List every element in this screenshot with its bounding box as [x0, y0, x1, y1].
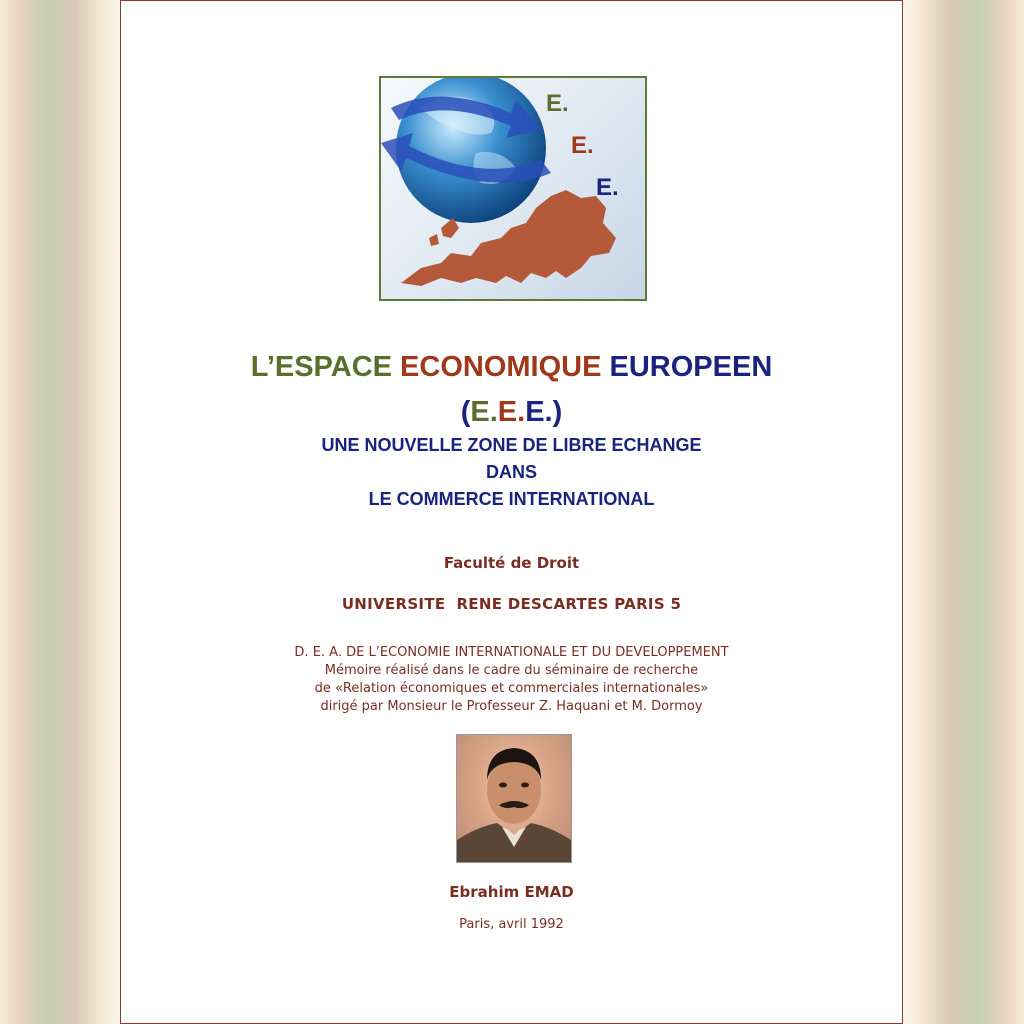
degree-line: D. E. A. DE L’ECONOMIE INTERNATIONALE ET DU DEVELOPPEMENT: [294, 645, 729, 660]
logo-letter-2: E.: [571, 132, 594, 159]
title-part-economique: ECONOMIQUE: [400, 351, 602, 383]
abbr-e3: E.: [525, 396, 553, 428]
globe-europe-map-icon: [381, 78, 645, 299]
abbr-close-paren: ): [552, 396, 563, 428]
abbr-open-paren: (: [460, 396, 471, 428]
place-date: Paris, avril 1992: [459, 917, 564, 932]
title-part-europeen: EUROPEEN: [609, 351, 773, 383]
title-part-espace: L’ESPACE: [250, 351, 392, 383]
seminar-name: de «Relation économiques et commerciales internationales»: [314, 681, 709, 696]
title-abbreviation: [121, 396, 902, 429]
logo-letter-3: E.: [596, 174, 619, 201]
author-name: Ebrahim EMAD: [449, 883, 574, 901]
subtitle-line-3: LE COMMERCE INTERNATIONAL: [368, 489, 655, 509]
document-page: [120, 0, 903, 1024]
thesis-description: Mémoire réalisé dans le cadre du séminaire de recherche: [324, 663, 699, 678]
subtitle-line-2: DANS: [485, 462, 537, 482]
faculty-name: Faculté de Droit: [443, 554, 580, 572]
university-name: UNIVERSITE RENE DESCARTES PARIS 5: [341, 595, 682, 613]
main-title: [121, 351, 902, 384]
author-portrait-icon: [457, 735, 571, 862]
abbr-e1: E.: [470, 396, 498, 428]
subtitle-line-1: UNE NOUVELLE ZONE DE LIBRE ECHANGE: [321, 435, 702, 455]
abbr-e2: E.: [497, 396, 526, 428]
supervisors: dirigé par Monsieur le Professeur Z. Haquani et M. Dormoy: [320, 699, 703, 714]
logo-letter-1: E.: [546, 90, 569, 117]
eee-logo: [379, 76, 647, 301]
author-photo: [456, 734, 572, 863]
